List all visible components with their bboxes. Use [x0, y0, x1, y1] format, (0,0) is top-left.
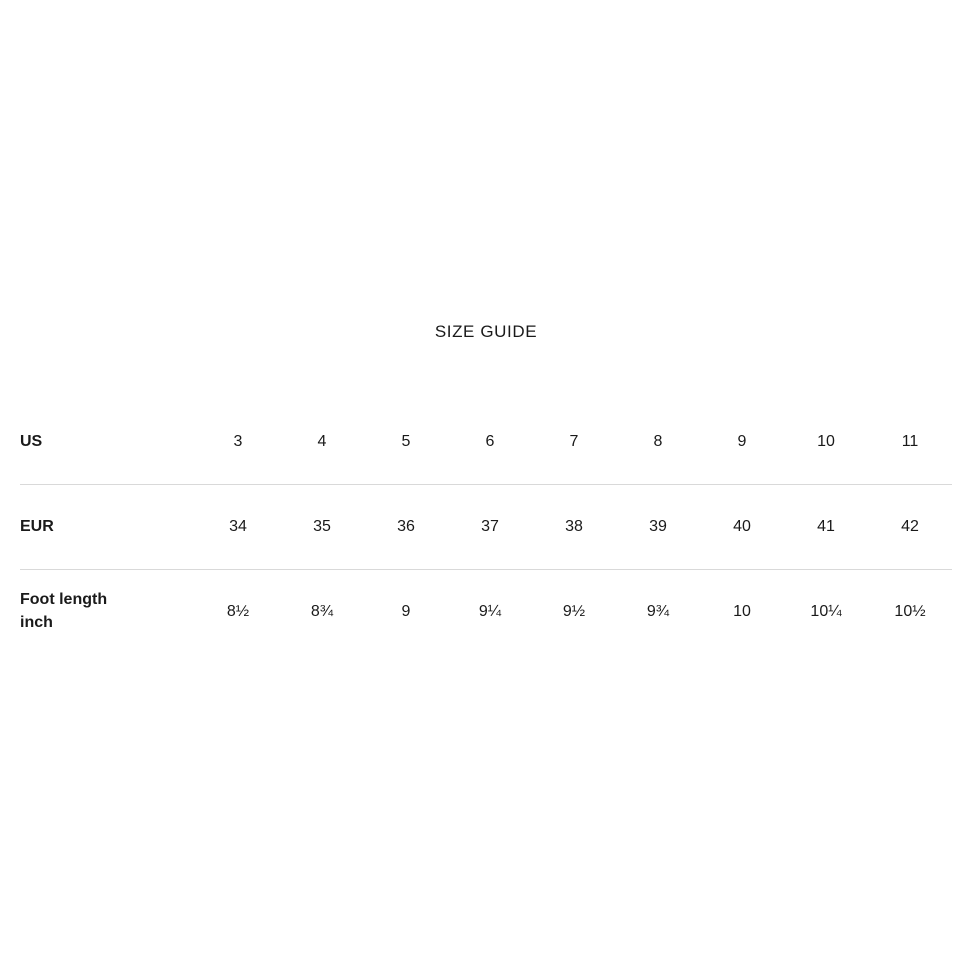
row-header-us: US: [20, 432, 43, 450]
cell-us-1: 3: [233, 433, 243, 450]
cell-us-2: 4: [317, 433, 327, 450]
size-guide-table: [20, 400, 952, 654]
row-header-foot-length-line1: Foot length: [20, 591, 108, 609]
cell-eur-5: 38: [565, 518, 583, 535]
cell-foot-9: 10½: [894, 603, 926, 620]
table-row: [20, 400, 952, 484]
row-header-eur: EUR: [20, 517, 54, 535]
cell-us-8: 10: [817, 433, 835, 450]
cell-foot-6: 9¾: [646, 603, 670, 620]
cell-foot-5: 9½: [562, 603, 586, 620]
cell-foot-4: 9¼: [478, 603, 502, 620]
cell-eur-8: 41: [817, 518, 835, 535]
row-header-foot-length: [20, 570, 196, 654]
table-row: [20, 570, 952, 654]
table-row: [20, 485, 952, 569]
size-guide-table-container: [20, 400, 952, 654]
cell-us-5: 7: [569, 433, 579, 450]
cell-foot-7: 10: [733, 603, 751, 620]
cell-eur-4: 37: [481, 518, 499, 535]
cell-foot-1: 8½: [226, 603, 250, 620]
page-title: SIZE GUIDE: [434, 322, 538, 341]
cell-eur-2: 35: [313, 518, 331, 535]
cell-foot-3: 9: [401, 603, 411, 620]
row-header-foot-length-line2: inch: [20, 614, 53, 631]
cell-us-9: 11: [901, 433, 919, 450]
cell-us-4: 6: [485, 433, 495, 450]
cell-eur-1: 34: [229, 518, 247, 535]
cell-us-3: 5: [401, 433, 411, 450]
cell-foot-2: 8¾: [310, 603, 334, 620]
cell-eur-7: 40: [733, 518, 751, 535]
cell-us-7: 9: [737, 433, 747, 450]
cell-us-6: 8: [653, 433, 663, 450]
cell-foot-8: 10¼: [810, 603, 842, 620]
cell-eur-3: 36: [397, 518, 415, 535]
cell-eur-9: 42: [901, 518, 919, 535]
cell-eur-6: 39: [649, 518, 667, 535]
